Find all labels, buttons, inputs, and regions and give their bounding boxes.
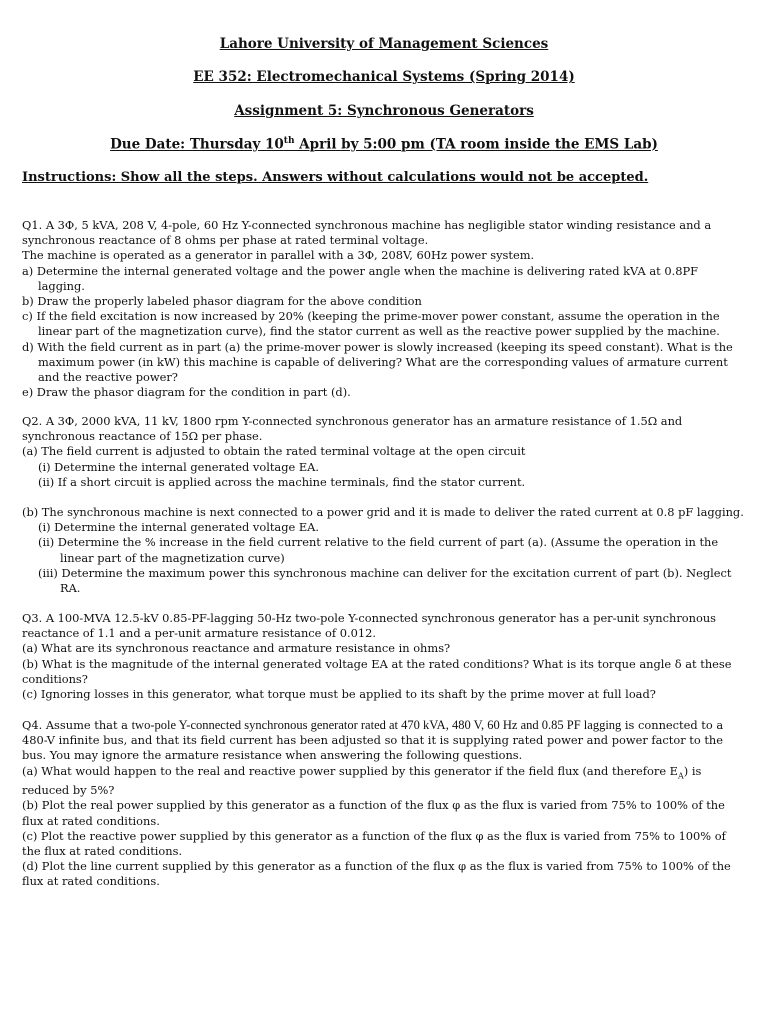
q4-intro: Q4. Assume that a two-pole Y-connected synchronous generator rated at 470 kVA, 480 V, 60 Hz and 0.85 PF lagging is connected to a 480-V infinite bus, and that its field current has been adjusted so that it is supplying rated power and power factor to the bus. You may ignore the armature resistance when answering the following questions.	[22, 718, 724, 763]
course-title: EE 352: Electromechanical Systems (Spring 2014)	[193, 69, 575, 85]
q1-part-c: c) If the field excitation is now increased by 20% (keeping the prime-mover power constant, assume the operation in the linear part of the magnetization curve), find the stator current as well as the reactive power supplied by the machine.	[22, 309, 720, 339]
q2-intro: Q2. A 3Φ, 2000 kVA, 11 kV, 1800 rpm Y-connected synchronous generator has an armature resistance of 1.5Ω and synchronous reactance of 15Ω per phase.	[22, 414, 683, 444]
q2-part-a-ii: (ii) If a short circuit is applied across the machine terminals, find the stator current.	[38, 474, 526, 489]
q3-part-a: (a) What are its synchronous reactance and armature resistance in ohms?	[22, 641, 451, 656]
q4-part-b: (b) Plot the real power supplied by this generator as a function of the flux φ as the flux is varied from 75% to 100% of the flux at rated conditions.	[22, 798, 725, 828]
q4-part-c: (c) Plot the reactive power supplied by this generator as a function of the flux φ as the flux is varied from 75% to 100% of the flux at rated conditions.	[22, 828, 726, 858]
q1-part-d: d) With the field current as in part (a) the prime-mover power is slowly increased (keeping its speed constant). What is the maximum power (in kW) this machine is capable of delivering? What are the corresponding values of armature current and the reactive power?	[22, 339, 733, 385]
university-title: Lahore University of Management Sciences	[219, 36, 549, 52]
assignment-title: Assignment 5: Synchronous Generators	[234, 103, 534, 119]
due-date: Due Date: Thursday 10th April by 5:00 pm (TA room inside the EMS Lab)	[110, 136, 658, 153]
instructions: Instructions: Show all the steps. Answers without calculations would not be accepted.	[22, 170, 649, 185]
q2-part-b-i: (i) Determine the internal generated voltage EA.	[38, 520, 320, 535]
q1-part-b: b) Draw the properly labeled phasor diagram for the above condition	[22, 294, 422, 309]
question-3	[22, 611, 748, 702]
q1-part-a: a) Determine the internal generated voltage and the power angle when the machine is delivering rated kVA at 0.8PF lagging.	[22, 263, 699, 293]
question-1	[22, 218, 748, 400]
q2-part-b: (b) The synchronous machine is next connected to a power grid and it is made to deliver the rated current at 0.8 pF lagging.	[22, 505, 744, 520]
q3-part-b: (b) What is the magnitude of the internal generated voltage EA at the rated conditions? What is its torque angle δ at these conditions?	[22, 656, 732, 686]
q2-part-b-iii: (iii) Determine the maximum power this synchronous machine can deliver for the excitation current of part (b). Neglect RA.	[38, 565, 732, 596]
q1-intro: Q1. A 3Φ, 5 kVA, 208 V, 4-pole, 60 Hz Y-connected synchronous machine has negligible stator winding resistance and a synchronous reactance of 8 ohms per phase at rated terminal voltage.	[22, 218, 712, 248]
q4-part-d: (d) Plot the line current supplied by this generator as a function of the flux φ as the flux is varied from 75% to 100% of the flux at rated conditions.	[22, 859, 731, 889]
q1-part-e: e) Draw the phasor diagram for the condition in part (d).	[22, 385, 351, 400]
question-2	[22, 414, 748, 596]
q3-part-c: (c) Ignoring losses in this generator, what torque must be applied to its shaft by the prime mover at full load?	[22, 687, 656, 702]
q2-part-a: (a) The field current is adjusted to obtain the rated terminal voltage at the open circuit	[22, 444, 526, 459]
q3-intro: Q3. A 100-MVA 12.5-kV 0.85-PF-lagging 50-Hz two-pole Y-connected synchronous generator has a per-unit synchronous reactance of 1.1 and a per-unit armature resistance of 0.012.	[22, 611, 717, 641]
q4-part-a: (a) What would happen to the real and reactive power supplied by this generator if the field flux (and therefore $E_A$) is reduced by 5%?	[22, 763, 702, 798]
q1-intro-2: The machine is operated as a generator in parallel with a 3Φ, 208V, 60Hz power system.	[22, 248, 535, 263]
q2-part-a-i: (i) Determine the internal generated voltage EA.	[38, 459, 320, 474]
question-4	[22, 718, 748, 890]
q2-part-b-ii: (ii) Determine the % increase in the field current relative to the field current of part (a). (Assume the operation in the linear part of the magnetization curve)	[38, 535, 719, 565]
